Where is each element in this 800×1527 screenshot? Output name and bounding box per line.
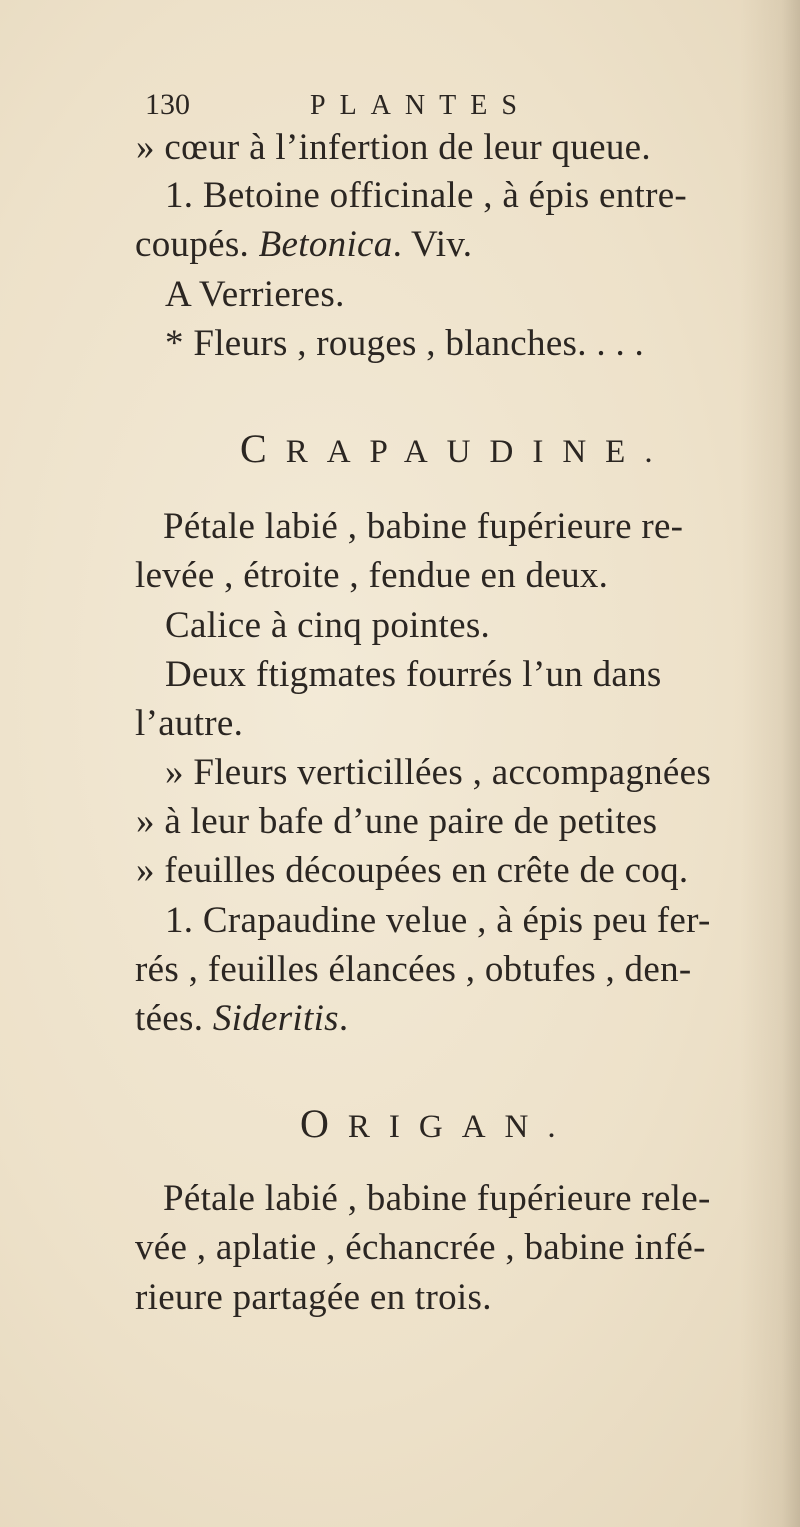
text-line: * Fleurs , rouges , blanches. . . . (165, 323, 645, 364)
section-title-initial: O (300, 1101, 348, 1146)
text-line: 1. Crapaudine velue , à épis peu fer- (165, 900, 711, 941)
text-line (135, 997, 348, 1040)
page-number: 130 (145, 88, 190, 121)
text-line: rieure partagée en trois. (135, 1277, 492, 1318)
page-edge-shadow (740, 0, 800, 1527)
text-span: . (338, 998, 349, 1039)
running-title: PLANTES (310, 90, 531, 121)
text-line: levée , étroite , fendue en deux. (135, 555, 609, 596)
section-title-crapaudine (240, 425, 672, 472)
page-header (145, 88, 531, 122)
text-line: » cœur à l’infertion de leur queue. (136, 127, 651, 168)
section-title-rest: RAPAUDINE. (285, 434, 672, 470)
text-line: rés , feuilles élancées , obtufes , den- (135, 949, 692, 990)
text-span: . Viv. (392, 224, 473, 265)
latin-name: Betonica (258, 224, 393, 265)
text-span: tées. (135, 998, 213, 1039)
text-line: » à leur bafe d’une paire de petites (136, 801, 658, 842)
text-line: Pétale labié , babine fupérieure rele- (163, 1178, 711, 1219)
text-line: 1. Betoine officinale , à épis entre- (165, 175, 688, 216)
text-line: Deux ftigmates fourrés l’un dans (165, 654, 662, 695)
text-line (135, 223, 472, 266)
section-title-initial: C (240, 426, 286, 471)
text-line: l’autre. (135, 703, 244, 744)
text-span: coupés. (135, 224, 259, 265)
text-line: Calice à cinq pointes. (165, 605, 491, 646)
text-line: A Verrieres. (165, 274, 345, 315)
text-line: » Fleurs verticillées , accompagnées (165, 752, 712, 793)
section-title-rest: RIGAN. (347, 1109, 575, 1145)
text-line: vée , aplatie , échancrée , babine infé- (135, 1227, 706, 1268)
latin-name: Sideritis (212, 998, 339, 1039)
section-title-origan (300, 1100, 575, 1147)
text-line: » feuilles découpées en crête de coq. (136, 850, 689, 891)
text-line: Pétale labié , babine fupérieure re- (163, 506, 684, 547)
